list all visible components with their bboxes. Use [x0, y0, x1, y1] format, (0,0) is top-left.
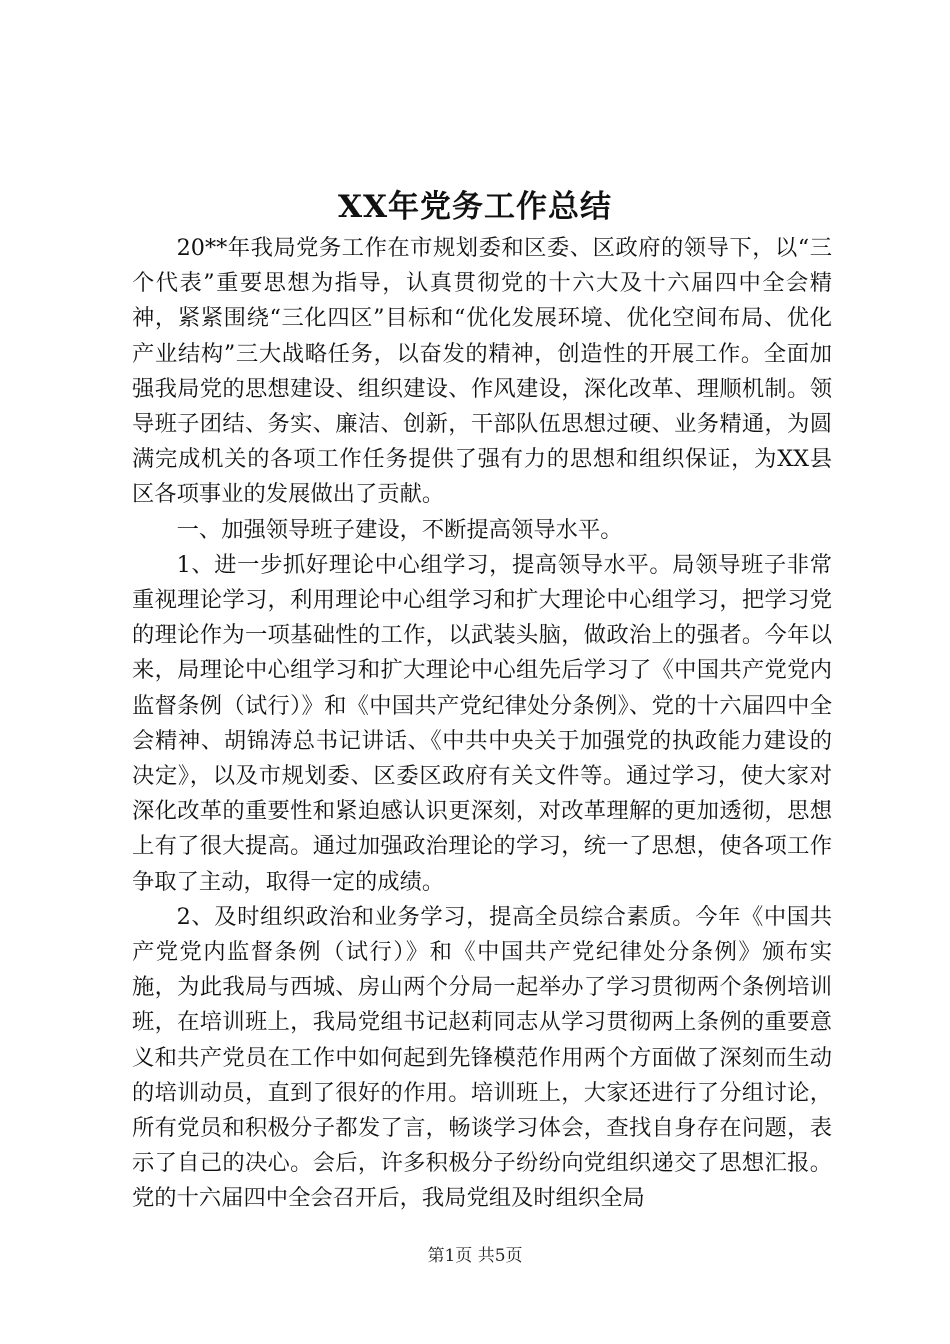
paragraph-section-heading: 一、加强领导班子建设，不断提高领导水平。	[176, 516, 623, 543]
paragraph-intro: 20**年我局党务工作在市规划委和区委、区政府的领导下，以“三个代表”重要思想为指导，认真贯彻党的十六大及十六届四中全会精神，紧紧围绕“三化四区”目标和“优化发展环境、优化空间布局、优化产业结构”三大战略任务，以奋发的精神，创造性的开展工作。全面加强我局党的思想建设、组织建设、作风建设，深化改革、理顺机制。领导班子团结、务实、廉洁、创新，干部队伍思想过硬、业务精通，为圆满完成机关的各项工作任务提供了强有力的思想和组织保证，为XX县区各项事业的发展做出了贡献。	[132, 235, 832, 508]
paragraph-item-2: 2、及时组织政治和业务学习，提高全员综合素质。今年《中国共产党党内监督条例（试行）》和《中国共产党纪律处分条例》颁布实施，为此我局与西城、房山两个分局一起举办了学习贯彻两个条例培训班，在培训班上，我局党组书记赵莉同志从学习贯彻两上条例的重要意义和共产党员在工作中如何起到先锋模范作用两个方面做了深刻而生动的培训动员，直到了很好的作用。培训班上，大家还进行了分组讨论，所有党员和积极分子都发了言，畅谈学习体会，查找自身存在问题，表示了自己的决心。会后，许多积极分子纷纷向党组织递交了思想汇报。党的十六届四中全会召开后，我局党组及时组织全局	[132, 903, 832, 1212]
page-number-footer: 第1页 共5页	[427, 1246, 523, 1266]
paragraph-item-1: 1、进一步抓好理论中心组学习，提高领导水平。局领导班子非常重视理论学习，利用理论中心组学习和扩大理论中心组学习，把学习党的理论作为一项基础性的工作，以武装头脑，做政治上的强者。今年以来，局理论中心组学习和扩大理论中心组先后学习了《中国共产党党内监督条例（试行）》和《中国共产党纪律处分条例》、党的十六届四中全会精神、胡锦涛总书记讲话、《中共中央关于加强党的执政能力建设的决定》，以及市规划委、区委区政府有关文件等。通过学习，使大家对深化改革的重要性和紧迫感认识更深刻，对改革理解的更加透彻，思想上有了很大提高。通过加强政治理论的学习，统一了思想，使各项工作争取了主动，取得一定的成绩。	[132, 551, 832, 895]
document-title: XX年党务工作总结	[337, 189, 613, 225]
document-body	[132, 231, 832, 1217]
